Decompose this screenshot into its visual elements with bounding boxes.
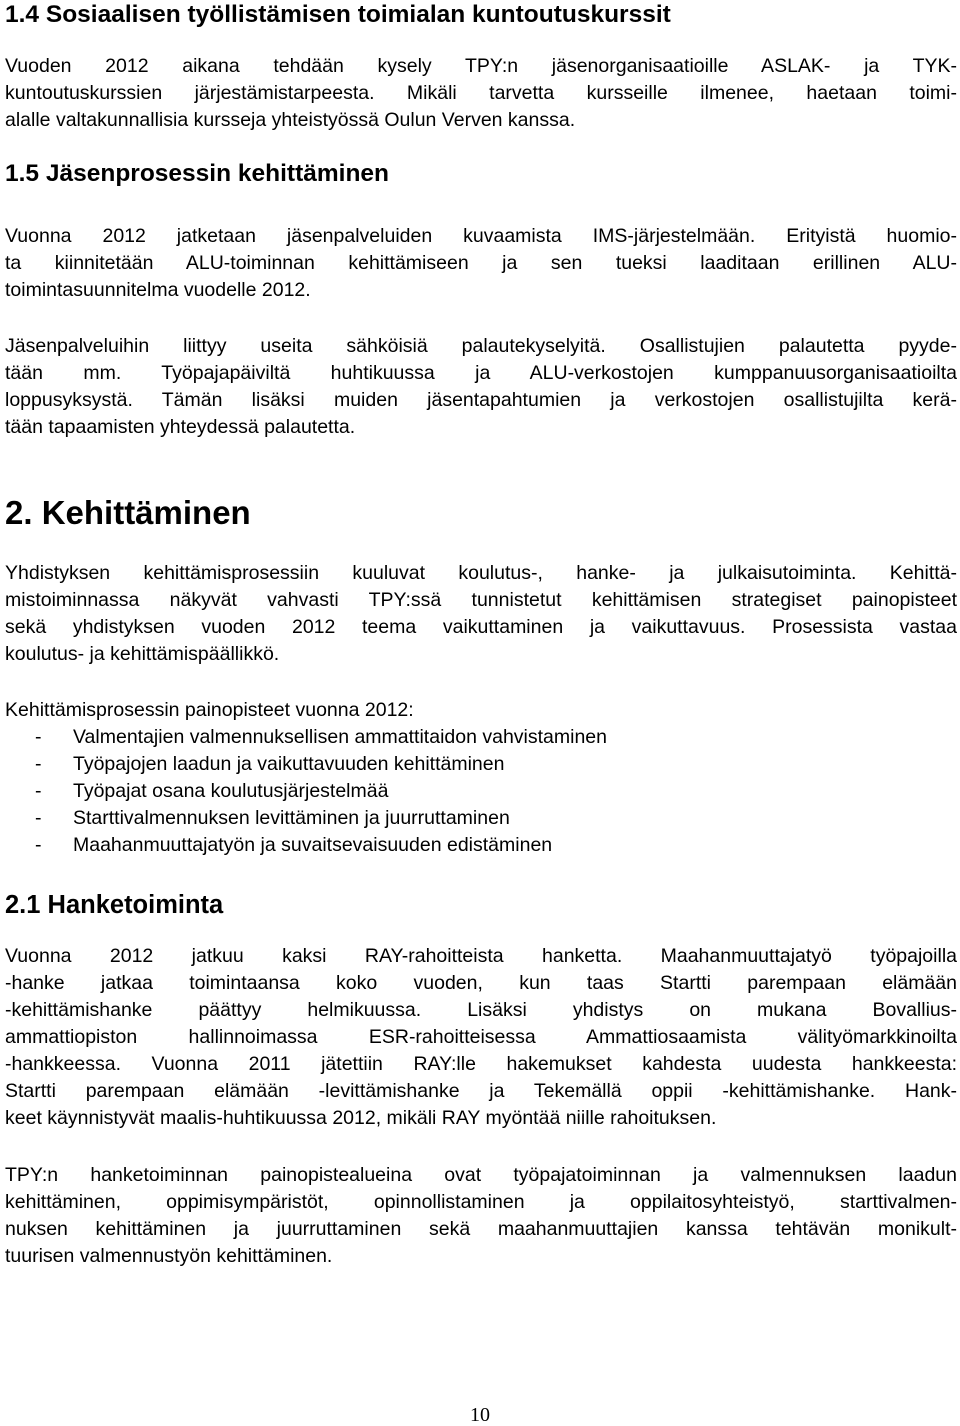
text-line: nuksen kehittäminen ja juurruttaminen sekä maahanmuuttajien kanssa tehtävän monikult- [5,1218,957,1240]
list-marker: - [35,807,42,829]
text-line: ta kiinnitetään ALU-toiminnan kehittämiseen ja sen tueksi laaditaan erillinen ALU- [5,252,957,274]
text-line: mistoiminnassa näkyvät vahvasti TPY:ssä tunnistetut kehittämisen strategiset painopisteet [5,589,957,611]
text-line: TPY:n hanketoiminnan painopistealueina ovat työpajatoiminnan ja valmennuksen laadun [5,1164,957,1186]
text-line: Jäsenpalveluihin liittyy useita sähköisiä palautekyselyitä. Osallistujien palautetta pyyde- [5,335,957,357]
list-intro [5,697,957,724]
text-line: keet käynnistyvät maalis-huhtikuussa 2012, mikäli RAY myöntää niille rahoituksen. [5,1107,717,1129]
text-line: kuntoutuskurssien järjestämistarpeesta. Mikäli tarvetta kursseille ilmenee, haetaan toimi- [5,82,957,104]
section-heading-1-5: 1.5 Jäsenprosessin kehittäminen [5,160,389,187]
list-item-text: Työpajojen laadun ja vaikuttavuuden kehittäminen [73,753,505,775]
text-line: Vuoden 2012 aikana tehdään kysely TPY:n jäsenorganisaatioille ASLAK- ja TYK- [5,55,957,77]
text-line: Startti parempaan elämään -levittämishanke ja Tekemällä oppii -kehittämishanke. Hank- [5,1080,957,1102]
text-line: tuurisen valmennustyön kehittäminen. [5,1245,333,1267]
text-line: ammattiopiston hallinnoimassa ESR-rahoitteisessa Ammattiosaamista välityömarkkinoilta [5,1026,957,1048]
section-heading-2-1: 2.1 Hanketoiminta [5,891,224,919]
text-line: -kehittämishanke päättyy helmikuussa. Lisäksi yhdistys on mukana Bovallius- [5,999,957,1021]
section-heading-2: 2. Kehittäminen [5,494,251,531]
text-line: tään tapaamisten yhteydessä palautetta. [5,416,356,438]
text-line: koulutus- ja kehittämispäällikkö. [5,643,280,665]
text-line: alalle valtakunnallisia kursseja yhteistyössä Oulun Verven kanssa. [5,109,576,131]
section-heading-1-4: 1.4 Sosiaalisen työllistämisen toimialan kuntoutuskurssit [5,1,671,28]
list-marker: - [35,780,42,802]
list-item-text: Työpajat osana koulutusjärjestelmää [73,780,389,802]
text-line: Vuonna 2012 jatketaan jäsenpalveluiden kuvaamista IMS-järjestelmään. Erityistä huomio- [5,225,957,247]
text-line: sekä yhdistyksen vuoden 2012 teema vaikuttaminen ja vaikuttavuus. Prosessista vastaa [5,616,957,638]
list-item-text: Valmentajien valmennuksellisen ammattitaidon vahvistaminen [73,726,607,748]
text-line: Kehittämisprosessin painopisteet vuonna 2012: [5,699,414,721]
text-line: Yhdistyksen kehittämisprosessiin kuuluvat koulutus-, hanke- ja julkaisutoiminta. Kehittä- [5,562,957,584]
page-number: 10 [470,1404,490,1426]
paragraph-painopistealueet [5,1162,957,1270]
list-marker: - [35,834,42,856]
paragraph-kehittamisprosessi [5,560,957,668]
text-line: loppusyksystä. Tämän lisäksi muiden jäsentapahtumien ja verkostojen osallistujilta kerä- [5,389,957,411]
list-item-text: Starttivalmennuksen levittäminen ja juurruttaminen [73,807,510,829]
text-line: Vuonna 2012 jatkuu kaksi RAY-rahoitteista hanketta. Maahanmuuttajatyö työpajoilla [5,945,957,967]
text-line: toimintasuunnitelma vuodelle 2012. [5,279,311,301]
text-line: kehittäminen, oppimisympäristöt, opinnollistaminen ja oppilaitosyhteistyö, starttivalmen- [5,1191,957,1213]
text-line: tään mm. Työpajapäiviltä huhtikuussa ja ALU-verkostojen kumppanuusorganisaatioilta [5,362,957,384]
list-marker: - [35,726,42,748]
list-item-text: Maahanmuuttajatyön ja suvaitsevaisuuden edistäminen [73,834,553,856]
paragraph-kuntoutuskurssit [5,53,957,134]
text-line: -hankkeessa. Vuonna 2011 jätettiin RAY:lle hakemukset kahdesta uudesta hankkeesta: [5,1053,957,1075]
text-line: -hanke jatkaa toimintaansa koko vuoden, kun taas Startti parempaan elämään [5,972,957,994]
list-marker: - [35,753,42,775]
paragraph-ims [5,223,957,304]
paragraph-hanketoiminta [5,943,957,1132]
paragraph-palautekyselyt [5,333,957,441]
